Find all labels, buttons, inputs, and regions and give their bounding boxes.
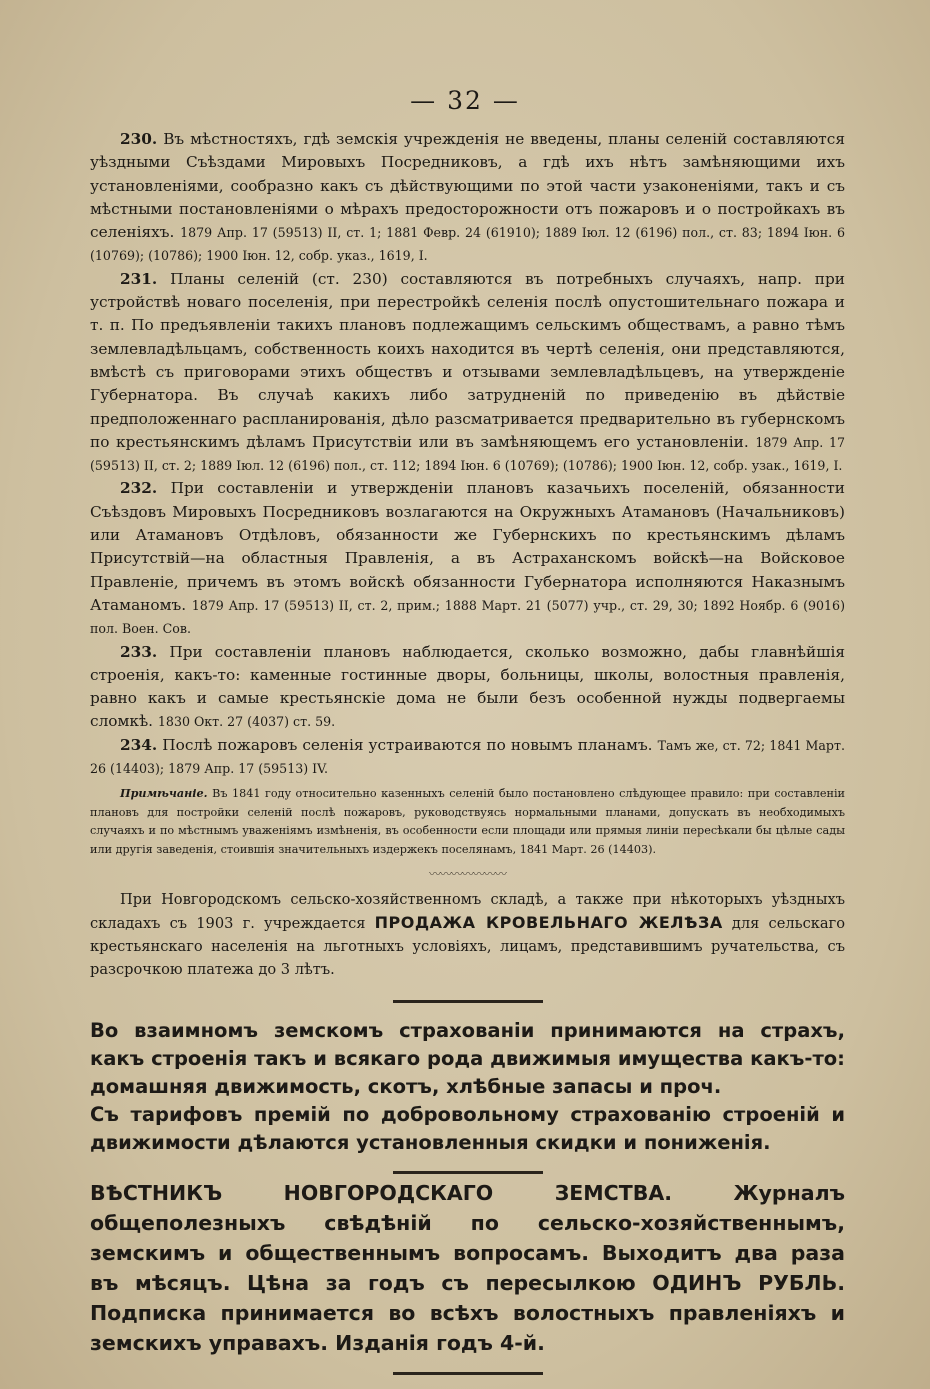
article-citation: 1830 Окт. 27 (4037) ст. 59.	[157, 714, 336, 730]
article-number: 233.	[120, 642, 158, 661]
divider-rule	[393, 1000, 543, 1003]
article-230	[90, 128, 845, 268]
articles-section	[90, 128, 845, 981]
article-number: 230.	[120, 130, 158, 148]
insurance-paragraph-2: Съ тарифовъ премій по добровольному страхованію строеній и движимости дѣлаются установленныя скидки и пониженія.	[90, 1103, 845, 1154]
article-text: Планы селеній (ст. 230) составляются въ потребныхъ случаяхъ, напр. при устройствѣ новаго поселенія, при перестройкѣ селенія послѣ опустошительнаго пожара и т. п. По предъявленіи такихъ плановъ подлежащимъ сельскимъ обществамъ, а равно тѣмъ землевладѣльцамъ, собственность коихъ находится въ чертѣ селенія, они представляются, вмѣстѣ съ приговорами этихъ обществъ и отзывами землевладѣльцевъ, на утвержденіе Губернатора. Въ случаѣ какихъ либо затрудненій по приведенію въ дѣйствіе предположеннаго распланированія, дѣло разсматривается предварительно въ губернскомъ по крестьянскимъ дѣламъ Присутствіи или въ замѣняющемъ его установленіи.	[90, 269, 845, 451]
article-text: При составленіи плановъ наблюдается, сколько возможно, дабы главнѣйшія строенія, какъ-то: каменные гостинные дворы, больницы, школы, волостныя правленія, равно какъ и самые крестьянскіе дома не были безъ особенной нужды подвергаемы сломкѣ.	[90, 642, 845, 731]
divider-rule	[393, 1372, 543, 1375]
article-text: Послѣ пожаровъ селенія устраиваются по новымъ планамъ.	[162, 735, 653, 754]
note	[90, 784, 845, 859]
article-citation: 1879 Апр. 17 (59513) II, ст. 2; 1889 Іюл. 12 (6196) пол., ст. 112; 1894 Іюн. 6 (10769); (10786); 1900 Іюн. 12, собр. узак., 1619, I.	[90, 434, 846, 474]
insurance-section	[90, 1000, 845, 1174]
article-text: При составленіи и утвержденіи плановъ казачьихъ поселеній, обязанности Съѣздовъ Мировыхъ Посредниковъ возлагаются на Окружныхъ Атамановъ (Начальниковъ) или Атамановъ Отдѣловъ, обязанности же Губернскихъ по крестьянскимъ дѣламъ Присутствій—на областныя Правленія, а въ Астраханскомъ войскѣ—на Войсковое Правленіе, причемъ въ этомъ войскѣ обязанности Губернатора исполняются Наказнымъ Атаманомъ.	[90, 479, 845, 614]
wavy-divider: 〰〰〰〰〰〰〰	[428, 866, 506, 881]
note-lead: Примѣчаніе.	[120, 786, 208, 801]
vestnik-section	[90, 1178, 845, 1375]
roofing-iron-announcement	[90, 888, 845, 981]
announcement-text-after: для сельскаго крестьянскаго населенія на льготныхъ условіяхъ, лицамъ, представившимъ ручательства, съ разсрочкою платежа до 3 лѣтъ.	[90, 914, 845, 978]
announcement-caps: ПРОДАЖА КРОВЕЛЬНАГО ЖЕЛѢЗА	[374, 912, 723, 932]
article-citation: 1879 Апр. 17 (59513) II, ст. 1; 1881 Февр. 24 (61910); 1889 Іюл. 12 (6196) пол., ст. 83; 1894 Іюн. 6 (10769); (10786); 1900 Іюн. 12, собр. указ., 1619, I.	[90, 225, 846, 264]
vestnik-advertisement: ВѢСТНИКЪ НОВГОРОДСКАГО ЗЕМСТВА. Журналъ общеполезныхъ свѣдѣній по сельско-хозяйственнымъ, земскимъ и общественнымъ вопросамъ. Выходитъ два раза въ мѣсяцъ. Цѣна за годъ съ пересылкою ОДИНЪ РУБЛЬ. Подписка принимается во всѣхъ волостныхъ правленіяхъ и земскихъ управахъ. Изданія годъ 4-й.	[90, 1181, 845, 1355]
article-232	[90, 477, 845, 640]
article-number: 231.	[120, 269, 158, 288]
article-234	[90, 734, 845, 781]
article-231	[90, 268, 845, 478]
article-citation: 1879 Апр. 17 (59513) II, ст. 2, прим.; 1888 Март. 21 (5077) учр., ст. 29, 30; 1892 Ноябр. 6 (9016) пол. Воен. Сов.	[90, 597, 845, 637]
article-number: 232.	[120, 479, 158, 498]
page-number: — 32 —	[410, 86, 520, 115]
article-citation: Тамъ же, ст. 72; 1841 Март. 26 (14403); 1879 Апр. 17 (59513) IV.	[90, 737, 845, 777]
article-text: Въ мѣстностяхъ, гдѣ земскія учрежденія не введены, планы селеній составляются уѣздными Съѣздами Мировыхъ Посредниковъ, а гдѣ ихъ нѣтъ замѣняющими ихъ установленіями, сообразно какъ съ дѣйствующими по этой части узаконеніями, такъ и съ мѣстными постановленіями о мѣрахъ предосторожности отъ пожаровъ и о постройкахъ въ селеніяхъ.	[90, 130, 845, 242]
article-number: 234.	[120, 735, 158, 754]
announcement-text-before: При Новгородскомъ сельско-хозяйственномъ складѣ, а также при нѣкоторыхъ уѣздныхъ складахъ съ 1903 г. учреждается	[90, 890, 845, 932]
note-text: Въ 1841 году относительно казенныхъ селеній было постановлено слѣдующее правило: при составленіи плановъ для постройки селеній послѣ пожаровъ, руководствуясь нормальными планами, допускать въ необходимыхъ случаяхъ и по мѣстнымъ уваженіямъ измѣненія, въ особенности если площади или прямыя линіи пересѣкали бы цѣлые сады или другія заведенія, стоившія значительныхъ издержекъ поселянамъ, 1841 Март. 26 (14403).	[90, 787, 846, 856]
article-233	[90, 641, 845, 734]
divider-rule	[393, 1171, 543, 1174]
insurance-paragraph-1: Во взаимномъ земскомъ страхованіи принимаются на страхъ, какъ строенія такъ и всякаго рода движимыя имущества какъ-то: домашняя движимость, скотъ, хлѣбные запасы и проч.	[90, 1019, 845, 1098]
